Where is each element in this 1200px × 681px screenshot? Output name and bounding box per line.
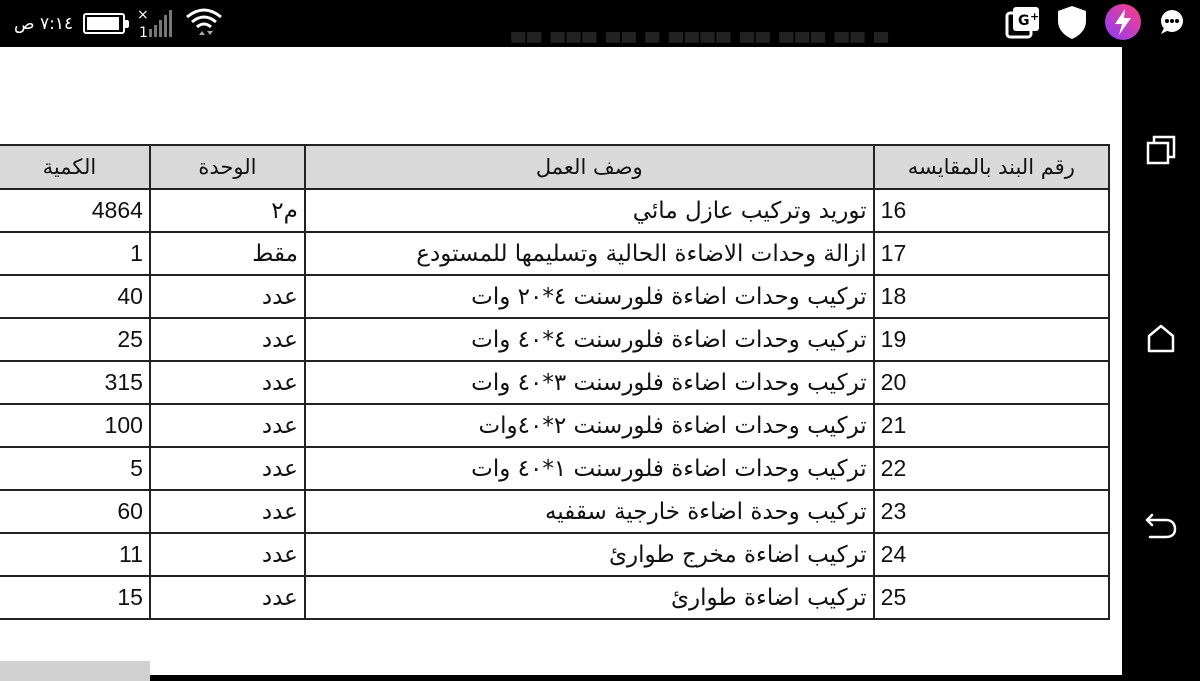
- unit-cell: عدد: [150, 490, 305, 533]
- quantity-cell: 1: [0, 232, 150, 275]
- table-row: [0, 576, 1109, 619]
- item-number-cell: 16: [874, 189, 1109, 232]
- item-number-cell: 18: [874, 275, 1109, 318]
- description-cell: ازالة وحدات الاضاءة الحالية وتسليمها للمستودع: [305, 232, 874, 275]
- recents-icon[interactable]: [1142, 131, 1180, 169]
- header-work-description: وصف العمل: [305, 145, 874, 189]
- unit-cell: عدد: [150, 318, 305, 361]
- item-number-cell: 25: [874, 576, 1109, 619]
- quantity-cell: 100: [0, 404, 150, 447]
- svg-text:×: ×: [137, 6, 149, 23]
- quantity-cell: 25: [0, 318, 150, 361]
- quantity-cell: 315: [0, 361, 150, 404]
- unit-cell: عدد: [150, 361, 305, 404]
- cut-off-text-line: ▀ ▀▀ ▀▀▀ ▀▀ ▀▀▀▀ ▀ ▀▀ ▀▀▀ ▀▀: [511, 33, 890, 54]
- table-row: [0, 318, 1109, 361]
- wifi-icon: [185, 5, 223, 43]
- table-row: [0, 232, 1109, 275]
- description-cell: تركيب وحدات اضاءة فلورسنت ٤*٢٠ وات: [305, 275, 874, 318]
- unit-cell: عدد: [150, 404, 305, 447]
- table-row: [0, 361, 1109, 404]
- table-header-row: [0, 145, 1109, 189]
- description-cell: تركيب وحدة اضاءة خارجية سقفيه: [305, 490, 874, 533]
- svg-text:G: G: [1018, 12, 1030, 29]
- svg-text:1: 1: [139, 24, 149, 41]
- status-right: [1006, 0, 1186, 47]
- quantity-cell: 5: [0, 447, 150, 490]
- description-cell: تركيب وحدات اضاءة فلورسنت ٣*٤٠ وات: [305, 361, 874, 404]
- quantity-cell: 60: [0, 490, 150, 533]
- table-row: [0, 533, 1109, 576]
- table-row: [0, 275, 1109, 318]
- quantity-cell: 11: [0, 533, 150, 576]
- table-row: [0, 447, 1109, 490]
- battery-level: [87, 17, 119, 30]
- description-cell: تركيب وحدات اضاءة فلورسنت ١*٤٠ وات: [305, 447, 874, 490]
- item-number-cell: 19: [874, 318, 1109, 361]
- description-cell: تركيب اضاءة مخرج طوارئ: [305, 533, 874, 576]
- item-number-cell: 21: [874, 404, 1109, 447]
- quantity-cell: 4864: [0, 189, 150, 232]
- status-left: [14, 0, 223, 47]
- messenger-icon[interactable]: [1104, 3, 1142, 45]
- bill-of-quantities-table: [0, 144, 1110, 620]
- status-time: ٧:١٤ ص: [14, 13, 74, 34]
- unit-cell: عدد: [150, 533, 305, 576]
- back-icon[interactable]: [1142, 506, 1180, 544]
- gallery-plus-icon[interactable]: [1006, 6, 1040, 42]
- item-number-cell: 17: [874, 232, 1109, 275]
- unit-cell: عدد: [150, 275, 305, 318]
- header-unit: الوحدة: [150, 145, 305, 189]
- unit-cell: مقط: [150, 232, 305, 275]
- signal-icon: [135, 5, 175, 43]
- table-row: [0, 189, 1109, 232]
- document-viewer[interactable]: [0, 33, 1122, 675]
- description-cell: تركيب اضاءة طوارئ: [305, 576, 874, 619]
- navigation-bar: [1122, 47, 1200, 675]
- next-table-header-stub: [0, 661, 150, 681]
- shield-icon[interactable]: [1056, 4, 1088, 44]
- unit-cell: عدد: [150, 447, 305, 490]
- quantity-cell: 40: [0, 275, 150, 318]
- chat-bubble-icon[interactable]: [1158, 8, 1186, 40]
- description-cell: تركيب وحدات اضاءة فلورسنت ٢*٤٠وات: [305, 404, 874, 447]
- header-quantity: الكمية: [0, 145, 150, 189]
- unit-cell: عدد: [150, 576, 305, 619]
- item-number-cell: 20: [874, 361, 1109, 404]
- description-cell: توريد وتركيب عازل مائي: [305, 189, 874, 232]
- svg-text:+: +: [1030, 9, 1040, 23]
- item-number-cell: 23: [874, 490, 1109, 533]
- battery-icon: [83, 13, 125, 34]
- quantity-cell: 15: [0, 576, 150, 619]
- item-number-cell: 24: [874, 533, 1109, 576]
- item-number-cell: 22: [874, 447, 1109, 490]
- unit-cell: م٢: [150, 189, 305, 232]
- header-item-number: رقم البند بالمقايسه: [874, 145, 1109, 189]
- home-icon[interactable]: [1142, 319, 1180, 357]
- table-row: [0, 490, 1109, 533]
- table-row: [0, 404, 1109, 447]
- description-cell: تركيب وحدات اضاءة فلورسنت ٤*٤٠ وات: [305, 318, 874, 361]
